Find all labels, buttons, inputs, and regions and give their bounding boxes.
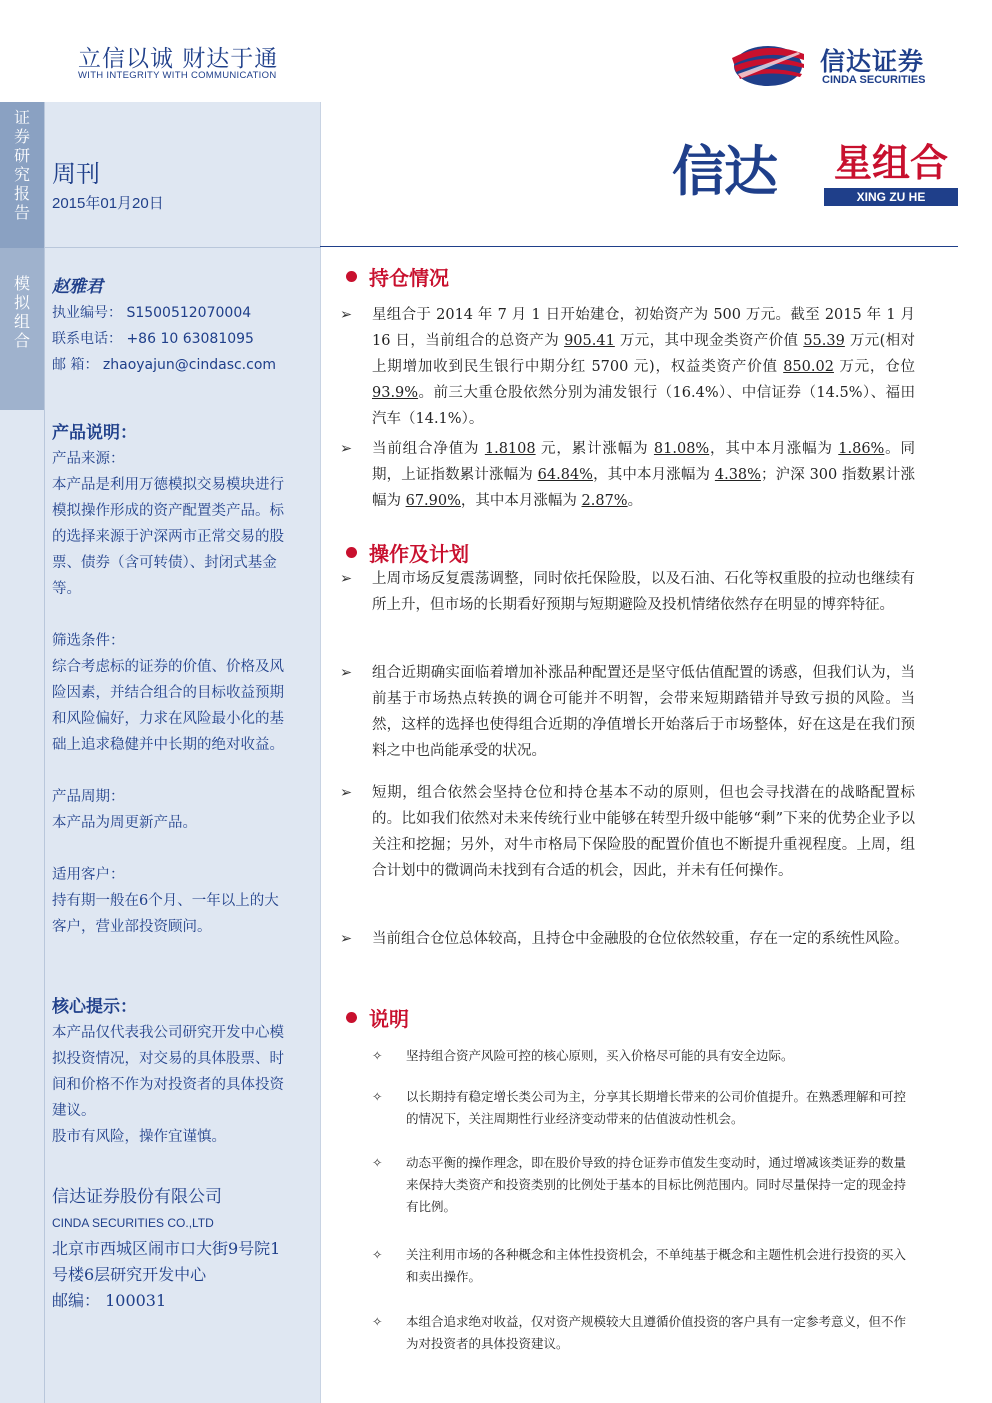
- cinda-logo-icon: [728, 40, 806, 88]
- vertical-char: 究: [13, 165, 30, 184]
- company-address: 北京市西城区闹市口大街9号院1号楼6层研究开发中心: [52, 1239, 281, 1284]
- client-text: 持有期一般在6个月、一年以上的大客户，营业部投资顾问。: [52, 893, 279, 935]
- sh-month-value: 4.38%: [714, 467, 761, 483]
- equity-value: 850.02: [783, 359, 834, 375]
- vertical-char: 拟: [13, 293, 30, 312]
- report-date: 2015年01月20日: [52, 195, 164, 212]
- section-title: 操作及计划: [369, 542, 469, 566]
- note-item: ✧ 坚持组合资产风险可控的核心原则，买入价格尽可能的具有安全边际。: [372, 1045, 912, 1067]
- cycle-text: 本产品为周更新产品。: [52, 815, 197, 831]
- analyst-license: 执业编号： S1500512070004: [52, 305, 252, 321]
- section-title: 持仓情况: [369, 266, 449, 290]
- hs300-month-value: 2.87%: [581, 493, 628, 509]
- logo-text-en: CINDA SECURITIES: [822, 74, 926, 86]
- cash-value: 55.39: [803, 333, 845, 349]
- vertical-char: 合: [13, 331, 30, 350]
- logo-text-cn: 信达证券: [820, 47, 925, 76]
- section-heading-notes: [346, 1003, 409, 1032]
- month-return-value: 1.86%: [838, 441, 885, 457]
- brand-series-cn: 星组合: [833, 141, 948, 185]
- arrow-bullet-icon: ➢: [340, 785, 353, 801]
- nav-value: 1.8108: [484, 441, 536, 457]
- analyst-email[interactable]: 邮 箱： zhaoyajun@cindasc.com: [52, 357, 277, 373]
- company-name-en: CINDA SECURITIES CO.,LTD: [52, 1216, 214, 1230]
- arrow-bullet-icon: ➢: [340, 931, 353, 947]
- vertical-label-strip-portfolio: [0, 248, 44, 410]
- core-tips: [52, 994, 292, 1150]
- ops-paragraph-4: ➢ 当前组合仓位总体较高，且持仓中金融股的仓位依然较重，存在一定的系统性风险。: [340, 926, 915, 952]
- arrow-bullet-icon: ➢: [340, 307, 353, 323]
- ops-paragraph-3: ➢ 短期，组合依然会坚持仓位和持仓基本不动的原则，但也会寻找潜在的战略配置标的。比如我们依然对未来传统行业中能够在转型升级中能够“剩”下来的优势企业予以关注和挖掘；另外，对牛市格局下保险股的配置价值也不断提升重视程度。上周，组合计划中的微调尚未找到有合适的机会，因此，并未有任何操作。: [340, 780, 915, 884]
- cycle-label: 产品周期：: [52, 789, 125, 805]
- product-description: [52, 420, 292, 940]
- client-label: 适用客户：: [52, 867, 125, 883]
- total-assets-value: 905.41: [564, 333, 615, 349]
- analyst-phone: 联系电话： +86 10 63081095: [52, 331, 254, 347]
- section-title: 说明: [369, 1007, 409, 1031]
- bullet-dot-icon: [346, 547, 357, 558]
- core-heading: 核心提示：: [52, 997, 137, 1017]
- vertical-char: 模: [13, 274, 30, 293]
- note-item: ✧ 动态平衡的操作理念，即在股价导致的持仓证券市值发生变动时，通过增减该类证券的数量来保持大类资产和投资类别的比例处于基本的目标比例范围内。同时尽量保持一定的现金持有比例。: [372, 1152, 912, 1218]
- product-source-label: 产品来源：: [52, 451, 125, 467]
- brand-name: 信达: [672, 140, 776, 203]
- sidebar-separator: [44, 247, 321, 248]
- analyst-name: 赵雅君: [52, 277, 103, 297]
- holdings-paragraph-1: ➢ 星组合于 2014 年 7 月 1 日开始建仓，初始资产为 500 万元。截至 2015 年 1 月 16 日，当前组合的总资产为 905.41 万元，其中现金类资产价值 55.39 万元(相对上期增加收到民生银行中期分红 5700 元)，权益类资产价值 850.02 万元，仓位 93.9%。前三大重仓股依然分别为浦发银行（16.4%）、中信证券（14.5%）、福田汽车（14.1%）。: [340, 302, 915, 432]
- note-item: ✧ 以长期持有稳定增长类公司为主，分享其长期增长带来的公司价值提升。在熟悉理解和可控的情况下，关注周期性行业经济变动带来的估值波动性机会。: [372, 1086, 912, 1130]
- brand-series: [824, 140, 958, 206]
- section-heading-holdings: [346, 262, 449, 291]
- brand-banner: [672, 136, 958, 208]
- holdings-paragraph-2: ➢ 当前组合净值为 1.8108 元，累计涨幅为 81.08%，其中本月涨幅为 1.86%。同期，上证指数累计涨幅为 64.84%，其中本月涨幅为 4.38%；沪深 300 指数累计涨幅为 67.90%，其中本月涨幅为 2.87%。: [340, 436, 915, 514]
- slogan-en: WITH INTEGRITY WITH COMMUNICATION: [78, 70, 277, 81]
- filter-text: 综合考虑标的证券的价值、价格及风险因素，并结合组合的目标收益预期和风险偏好，力求在风险最小化的基础上追求稳健并中长期的绝对收益。: [52, 659, 284, 753]
- sidebar-divider: [44, 102, 45, 1403]
- vertical-label-portfolio: [8, 274, 36, 350]
- slogan: 立信以诚 财达于通: [78, 46, 279, 72]
- note-item: ✧ 本组合追求绝对收益，仅对资产规模较大且遵循价值投资的客户具有一定参考意义，但不作为对投资者的具体投资建议。: [372, 1311, 912, 1355]
- content-top-rule: [320, 246, 958, 247]
- sh-cum-value: 64.84%: [537, 467, 593, 483]
- vertical-char: 报: [13, 184, 30, 203]
- section-heading-operations: [346, 538, 469, 567]
- bullet-dot-icon: [346, 1012, 357, 1023]
- position-value: 93.9%: [372, 385, 419, 401]
- diamond-bullet-icon: ✧: [372, 1155, 383, 1170]
- diamond-bullet-icon: ✧: [372, 1314, 383, 1329]
- product-heading: 产品说明：: [52, 423, 137, 443]
- note-item: ✧ 关注利用市场的各种概念和主体性投资机会，不单纯基于概念和主题性机会进行投资的买入和卖出操作。: [372, 1244, 912, 1288]
- company-name-cn: 信达证券股份有限公司: [52, 1187, 222, 1207]
- ops-paragraph-1: ➢ 上周市场反复震荡调整，同时依托保险股，以及石油、石化等权重股的拉动也继续有所上升，但市场的长期看好预期与短期避险及投机情绪依然存在明显的博弈特征。: [340, 566, 915, 618]
- page-header: [0, 0, 992, 102]
- diamond-bullet-icon: ✧: [372, 1089, 383, 1104]
- diamond-bullet-icon: ✧: [372, 1048, 383, 1063]
- vertical-char: 证: [13, 108, 30, 127]
- company-postcode: 邮编： 100031: [52, 1291, 167, 1310]
- arrow-bullet-icon: ➢: [340, 665, 353, 681]
- vertical-label-strip-research: [0, 102, 44, 248]
- cum-return-value: 81.08%: [653, 441, 710, 457]
- vertical-char: 研: [13, 146, 30, 165]
- ops-paragraph-2: ➢ 组合近期确实面临着增加补涨品种配置还是坚守低估值配置的诱惑，但我们认为，当前基于市场热点转换的调仓可能并不明智，会带来短期踏错并导致亏损的风险。当然，这样的选择也使得组合近期的净值增长开始落后于市场整体，好在这是在我们预料之中也尚能承受的状况。: [340, 660, 915, 764]
- product-source-text: 本产品是利用万德模拟交易模块进行模拟操作形成的资产配置类产品。标的选择来源于沪深两市正常交易的股票、债券（含可转债）、封闭式基金等。: [52, 477, 284, 597]
- analyst-block: [52, 274, 292, 378]
- bullet-dot-icon: [346, 271, 357, 282]
- report-type: 周刊: [52, 160, 100, 188]
- vertical-label-research: [8, 108, 36, 222]
- vertical-char: 告: [13, 203, 30, 222]
- arrow-bullet-icon: ➢: [340, 571, 353, 587]
- filter-label: 筛选条件：: [52, 633, 125, 649]
- company-info: [52, 1184, 292, 1314]
- hs300-cum-value: 67.90%: [405, 493, 461, 509]
- core-text-2: 股市有风险，操作宜谨慎。: [52, 1129, 226, 1145]
- core-text: 本产品仅代表我公司研究开发中心模拟投资情况，对交易的具体股票、时间和价格不作为对投资者的具体投资建议。: [52, 1025, 284, 1119]
- arrow-bullet-icon: ➢: [340, 441, 353, 457]
- vertical-char: 券: [13, 127, 30, 146]
- brand-series-en: XING ZU HE: [824, 188, 958, 206]
- vertical-char: 组: [13, 312, 30, 331]
- diamond-bullet-icon: ✧: [372, 1247, 383, 1262]
